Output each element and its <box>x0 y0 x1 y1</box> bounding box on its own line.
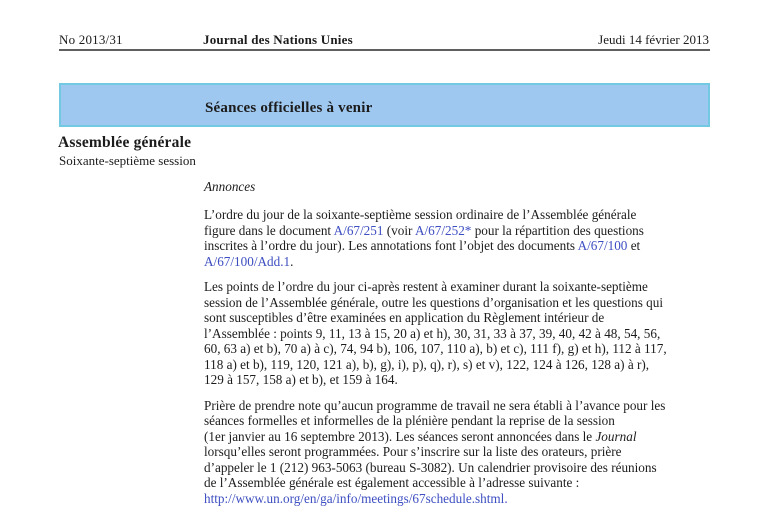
text-line <box>204 238 724 254</box>
text-line <box>204 372 724 388</box>
banner-title: Séances officielles à venir <box>205 100 373 116</box>
text-line <box>204 341 724 357</box>
text-segment: 60, 63 a) et b), 70 a) à c), 74, 94 b), 106, 107, 110 a), b) et c), 111 f), g) et h), 112 à 117, <box>204 341 667 356</box>
page-header <box>0 32 769 48</box>
text-line <box>204 326 724 342</box>
journal-title: Journal des Nations Unies <box>203 32 353 47</box>
text-segment: sont susceptibles d’être examinées en application du Règlement intérieur de <box>204 310 605 325</box>
paragraph-container <box>204 207 724 506</box>
text-segment: figure dans le document <box>204 222 334 238</box>
text-segment: inscrites à l’ordre du jour). Les annotations font l’objet des documents <box>204 238 578 253</box>
link-a-67-252[interactable]: A/67/252* <box>414 222 472 238</box>
assembly-title: Assemblée générale <box>58 134 192 151</box>
paragraph <box>204 398 724 507</box>
link-schedule-url[interactable]: http://www.un.org/en/ga/info/meetings/67schedule.shtml. <box>204 490 508 506</box>
text-line <box>204 413 724 429</box>
text-segment: (1er janvier au 16 septembre 2013). Les séances seront annoncées dans le <box>204 428 596 444</box>
text-segment: session de l’Assemblée générale, outre les questions d’organisation et les questions qui <box>204 294 664 310</box>
announcements-section <box>204 179 724 516</box>
text-line <box>204 429 724 445</box>
text-segment: de l’Assemblée générale est également accessible à l’adresse suivante : <box>204 475 580 490</box>
section-banner <box>59 83 710 127</box>
text-line <box>204 223 724 239</box>
link-a-67-251[interactable]: A/67/251 <box>333 222 384 238</box>
text-segment: pour la répartition des questions <box>471 222 644 238</box>
text-line <box>204 279 724 295</box>
text-segment: Les points de l’ordre du jour ci-après restent à examiner durant la soixante-septième <box>204 279 648 294</box>
text-segment: lorsqu’elles seront programmées. Pour s’inscrire sur la liste des orateurs, prière <box>204 444 622 459</box>
text-line <box>204 475 724 491</box>
text-segment: séances formelles et informelles de la plénière pendant la reprise de la session <box>204 413 615 428</box>
text-line <box>204 207 724 223</box>
announcements-label: Annonces <box>204 179 256 194</box>
text-line <box>204 295 724 311</box>
paragraph <box>204 207 724 269</box>
text-segment: L’ordre du jour de la soixante-septième session ordinaire de l’Assemblée générale <box>204 207 637 222</box>
journal-date: Jeudi 14 février 2013 <box>598 32 709 47</box>
text-segment: Prière de prendre note qu’aucun programme de travail ne sera établi à l’avance pour les <box>204 397 666 413</box>
link-a-67-100[interactable]: A/67/100 <box>577 238 628 253</box>
link-a-67-100-add1[interactable]: A/67/100/Add.1 <box>204 253 291 269</box>
assembly-session: Soixante-septième session <box>59 153 196 168</box>
header-divider <box>59 49 710 51</box>
text-line <box>204 310 724 326</box>
text-line <box>204 460 724 476</box>
text-line <box>204 254 724 270</box>
text-line <box>204 398 724 414</box>
text-segment: . <box>290 253 294 269</box>
text-segment: et <box>627 238 641 253</box>
text-line <box>204 357 724 373</box>
text-segment: l’Assemblée : points 9, 11, 13 à 15, 20 a) et h), 30, 31, 33 à 37, 39, 40, 42 à 48, 54, 56, <box>204 325 661 341</box>
text-segment: (voir <box>383 222 415 238</box>
issue-number: No 2013/31 <box>59 32 123 47</box>
italic-text: Journal <box>595 428 637 444</box>
text-segment: d’appeler le 1 (212) 963-5063 (bureau S-3082). Un calendrier provisoire des réunions <box>204 459 657 475</box>
text-segment: 129 à 157, 158 a) et b), et 159 à 164. <box>204 372 398 387</box>
paragraph <box>204 279 724 388</box>
text-line <box>204 444 724 460</box>
text-segment: 118 a) et b), 119, 120, 121 a), b), g), i), p), q), r), s) et v), 122, 124 à 126, 128 a) à r), <box>204 356 650 372</box>
